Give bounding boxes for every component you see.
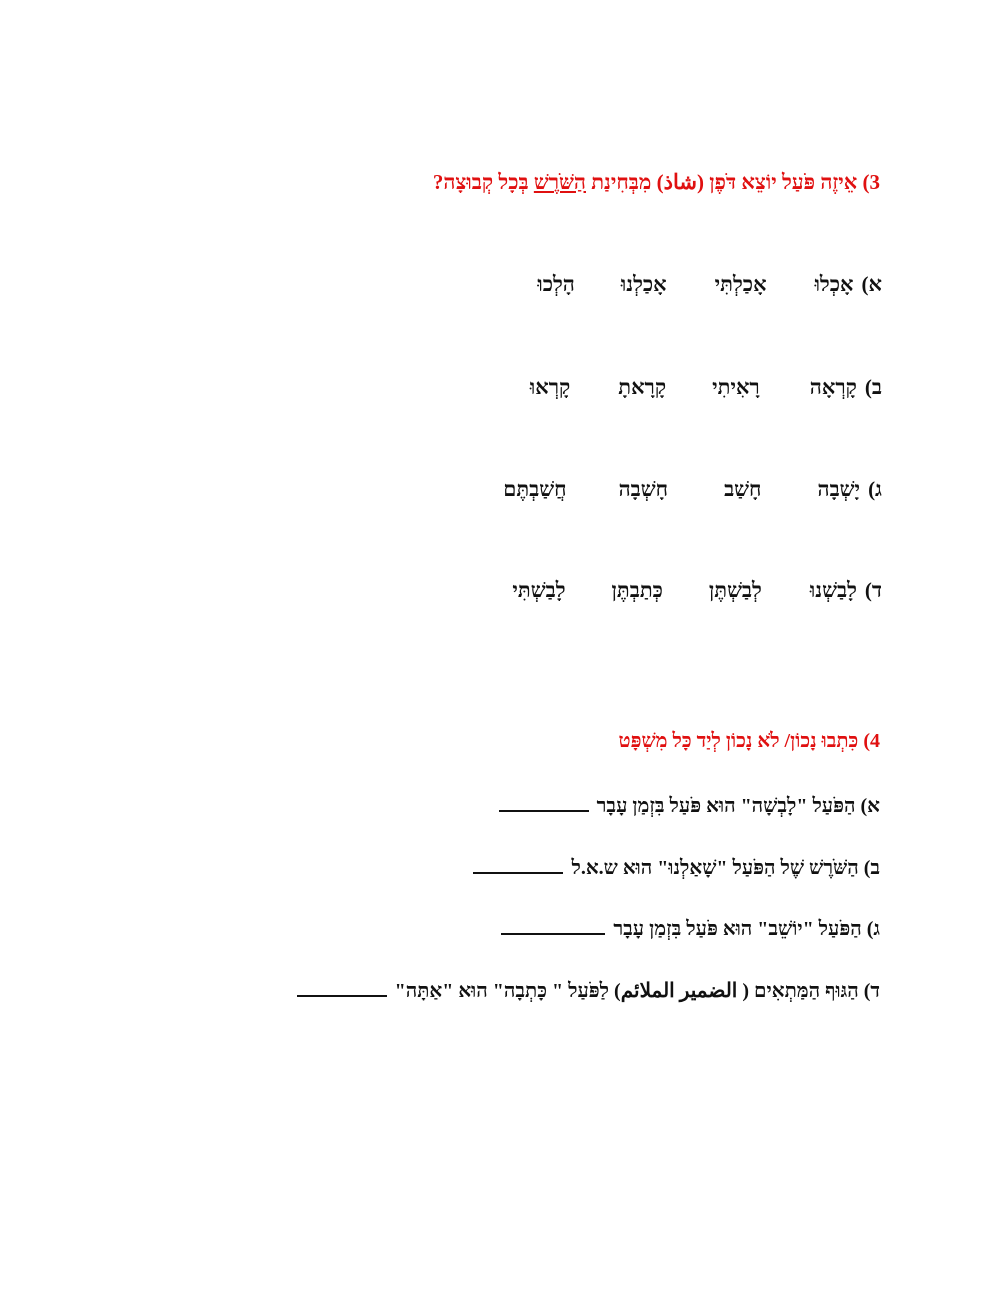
group-word: לְבַשְׁתֶּן (708, 578, 762, 602)
group-word: חֲשַׁבְתֶּם (503, 477, 567, 501)
group-word: חָשַׁב (724, 477, 762, 501)
group-letter: ג) (868, 477, 882, 501)
answer-blank[interactable] (501, 913, 605, 935)
statement-text: ד) הַגּוּף הַמַּתְאִים ( الضمير الملائم) לַפֹּעַל " כָּתְבָה" הוּא "אַתָּה" (394, 980, 880, 1002)
group-word: אָכַלְנוּ (620, 272, 667, 296)
statement-row-d (297, 975, 880, 1003)
answer-blank[interactable] (473, 852, 563, 874)
answer-blank[interactable] (499, 790, 589, 812)
question-3-title-start: 3) אֵיזֶה פֹּעַל יוֹצֵא דֹּפֶן (شاذ) מִבְּחִינַת (585, 170, 880, 194)
group-word: קָרְאוּ (529, 375, 571, 399)
statement-row-a (499, 790, 880, 818)
group-row-c (503, 477, 882, 502)
group-row-a (537, 272, 882, 297)
group-word: חָשְׁבָה (618, 477, 669, 501)
statement-row-c (501, 913, 880, 941)
group-row-b (530, 375, 882, 400)
group-letter: ד) (864, 578, 882, 602)
statement-text: א) הַפֹּעַל "לָבְשָׁה" הוּא פֹּעַל בִּזְמַן עָבָר (596, 795, 880, 817)
group-word: הָלְכוּ (537, 272, 575, 296)
group-word: קָרָאתָ (618, 375, 667, 399)
group-word: לָבַשְׁנוּ (809, 578, 857, 602)
statement-text: ג) הַפֹּעַל "יוֹשֵׁב" הוּא פֹּעַל בִּזְמַן עָבָר (613, 918, 880, 940)
group-word: רָאִיתִי (712, 375, 760, 399)
question-4-title: 4) כִּתְבוּ נָכוֹן/ לֹא נָכוֹן לְיַד כָּל מִשְׁפָּט (618, 730, 880, 752)
question-3-title-root: הַשֹּׁרֶשׁ (533, 170, 586, 194)
group-letter: א) (861, 272, 882, 296)
group-word: כְּתַבְתֶּן (611, 578, 663, 602)
group-row-d (512, 578, 882, 603)
group-word: לָבַשְׁתִּי (512, 578, 566, 602)
answer-blank[interactable] (297, 975, 387, 997)
question-3-title-end: בְּכָל קְבוּצָה? (432, 170, 534, 194)
group-word: אָכַלְתִּי (714, 272, 767, 296)
group-word: אָכְלוּ (814, 272, 854, 296)
statement-row-b (473, 852, 880, 880)
question-3-title (433, 170, 880, 195)
group-word: קָרְאָה (809, 375, 857, 399)
statement-text: ב) הַשֹּׁרֶשׁ שֶׁל הַפֹּעַל "שָׁאַלְנוּ" הוּא ש.א.ל (571, 857, 880, 879)
group-letter: ב) (864, 375, 882, 399)
group-word: יָשְׁבָה (817, 477, 861, 501)
